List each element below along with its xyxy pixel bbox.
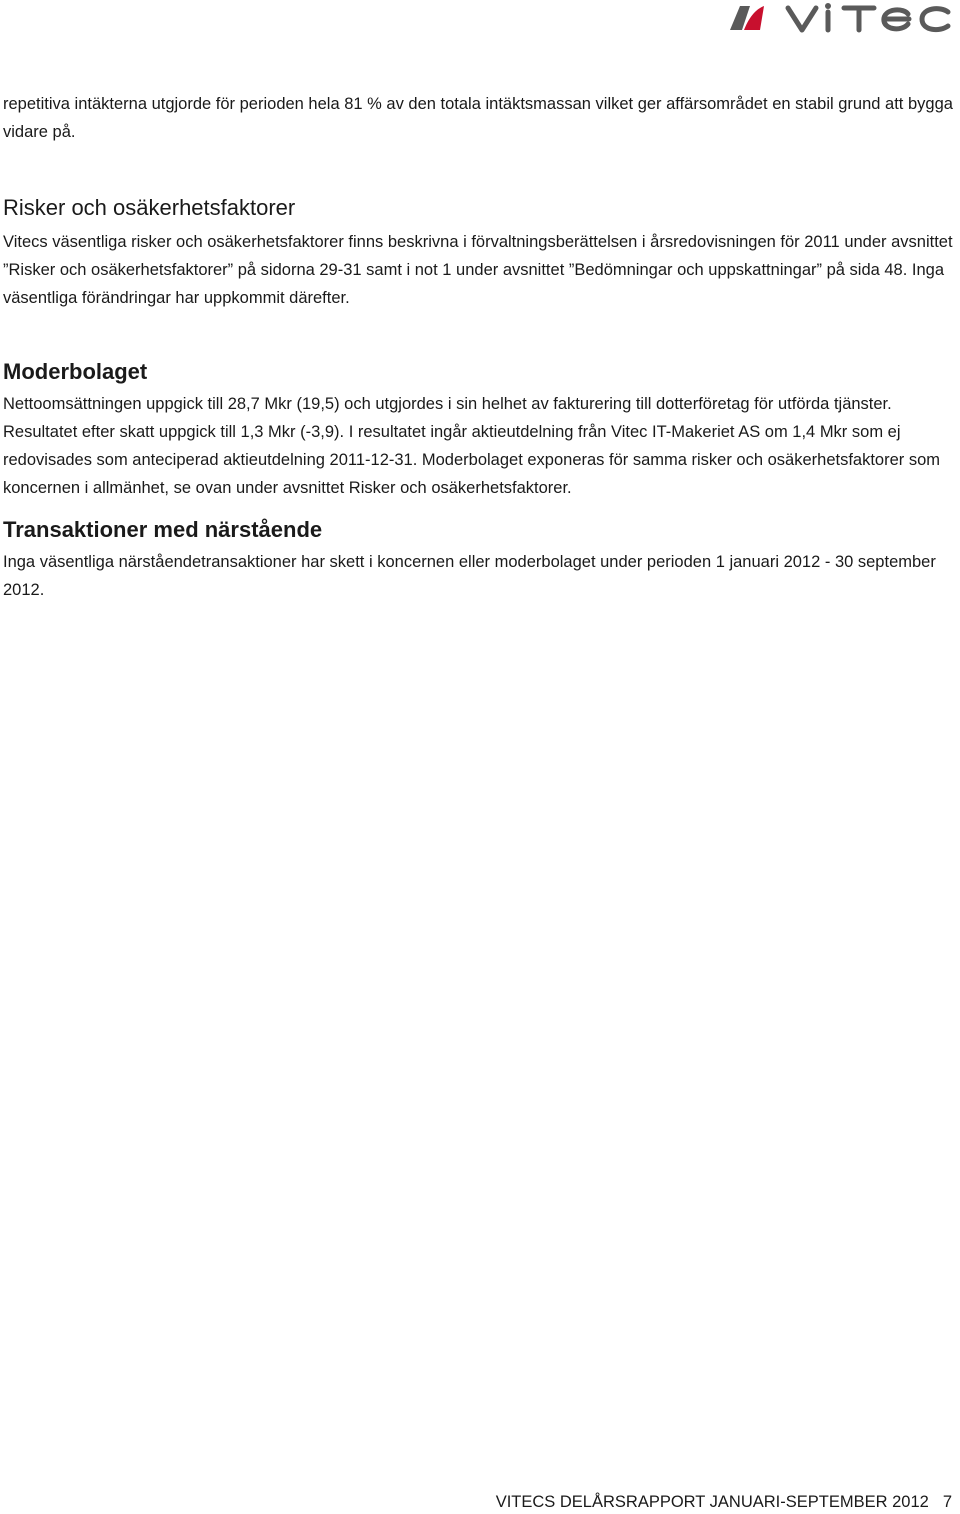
parent-company-paragraph: Nettoomsättningen uppgick till 28,7 Mkr (19,5) och utgjordes i sin helhet av fakturering till dotterföretag för utförda tjänster. Resultatet efter skatt uppgick till 1,3 Mkr (-3,9). I resultatet ingår aktieutdelning från Vitec IT-Makeriet AS om 1,4 Mkr som ej redovisades som anteciperad aktieutdelning 2011-12-31. Moderbolaget exponeras för samma risker och osäkerhetsfaktorer som koncernen i allmänhet, se ovan under avsnittet Risker och osäkerhetsfaktorer.	[3, 395, 941, 497]
vitec-logo	[726, 0, 952, 36]
page-content	[3, 90, 953, 604]
related-party-heading: Transaktioner med närstående	[3, 517, 323, 542]
intro-paragraph: repetitiva intäkterna utgjorde för perioden hela 81 % av den totala intäktsmassan vilket ger affärsområdet en stabil grund att bygga vidare på.	[3, 95, 953, 141]
related-party-paragraph: Inga väsentliga närståendetransaktioner har skett i koncernen eller moderbolaget under perioden 1 januari 2012 - 30 september 2012.	[3, 553, 936, 599]
page-number: 7	[942, 1493, 952, 1511]
vitec-logo-icon	[726, 0, 952, 36]
risks-heading: Risker och osäkerhetsfaktorer	[3, 195, 296, 220]
parent-company-heading: Moderbolaget	[3, 359, 148, 384]
page-footer	[496, 1490, 952, 1514]
footer-report-title: VITECS DELÅRSRAPPORT JANUARI-SEPTEMBER 2012	[495, 1493, 929, 1511]
risks-paragraph: Vitecs väsentliga risker och osäkerhetsfaktorer finns beskrivna i förvaltningsberättelsen i årsredovisningen för 2011 under avsnittet ”Risker och osäkerhetsfaktorer” på sidorna 29-31 samt i not 1 under avsnittet ”Bedömningar och uppskattningar” på sida 48. Inga väsentliga förändringar har uppkommit därefter.	[3, 233, 953, 307]
